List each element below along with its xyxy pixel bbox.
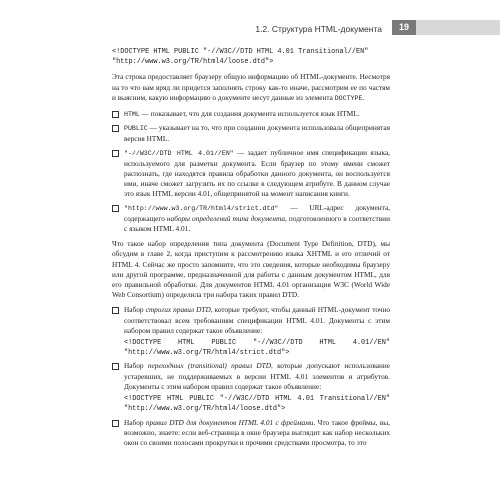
code-doctype-loose: <!DOCTYPE HTML PUBLIC "-//W3C//DTD HTML 4.01 Transitional//EN" "http://www.w3.org/TR/html4/loose.dtd"> — [112, 48, 369, 67]
list-item: Набор правил DTD для документов HTML 4.01 с фреймами. Что такое фреймы, вы, возможно, знаете: если веб-страница в окне браузера выглядит как набор нескольких окон со своими полосами прокрутки и прочими средствами просмотра, то это — [112, 418, 390, 449]
inline-code: HTML — [124, 111, 140, 119]
list-item: "http://www.w3.org/TR/html4/strict.dtd" — URL-адрес документа, содержащего наборы определений типа документа, подготовленного в соответствии с языком HTML 4.01. — [112, 203, 390, 235]
section-title: 1.2. Структура HTML-документа — [255, 24, 382, 34]
checkbox-bullet-icon — [112, 420, 119, 427]
header-stripe — [416, 20, 500, 35]
checkbox-bullet-icon — [112, 205, 119, 212]
code-doctype-transitional: <!DOCTYPE HTML PUBLIC "-//W3C//DTD HTML 4.01 Transitional//EN" "http://www.w3.org/TR/html4/loose.dtd"> — [124, 395, 390, 414]
doctype-parts-list — [112, 109, 390, 234]
paragraph-dtd: Что такое набор определения типа документа (Document Type Definition, DTD), мы обсудим в главе 2, когда приступим к рассмотрению языка XHTML и его отличий от HTML 4. Сейчас же просто запомните, что это сведения, которые необходимы браузеру или другой программе, предназначенной для работы с данным документом HTML, для его правильной обработки. Для документов HTML 4.01 организация W3C (World Wide Web Consortium) определила три набора таких правил DTD. — [112, 239, 390, 300]
checkbox-bullet-icon — [112, 307, 119, 314]
page-header — [0, 0, 500, 34]
inline-code: "-//W3C//DTD HTML 4.01//EN" — [124, 149, 234, 157]
dtd-sets-list — [112, 305, 390, 448]
checkbox-bullet-icon — [112, 363, 119, 370]
page-body — [112, 47, 390, 453]
inline-code: PUBLIC — [124, 125, 148, 133]
code-doctype-strict: <!DOCTYPE HTML PUBLIC "-//W3C//DTD HTML 4.01//EN" "http://www.w3.org/TR/html4/strict.dtd"> — [124, 339, 390, 358]
list-item: "-//W3C//DTD HTML 4.01//EN" — задает публичное имя спецификации языка, используемого для разметки документа. Если браузер по этому имени сможет распознать, где находятся правила обработки данного документа, он воспользуется ими, иначе сможет загрузить их по ссылке в следующем атрибуте. В данном случае это язык HTML версии 4.01, общепринятой на момент написания книги. — [112, 148, 390, 200]
checkbox-bullet-icon — [112, 125, 119, 132]
inline-code: "http://www.w3.org/TR/html4/strict.dtd" — [124, 204, 279, 212]
page-number: 19 — [392, 20, 416, 35]
checkbox-bullet-icon — [112, 150, 119, 157]
list-item: PUBLIC — указывает на то, что при создании документа использовала общепринятая версия HTML. — [112, 123, 390, 144]
list-item: Набор переходных (transitional) правил DTD, которые допускают использование устаревших, не поддерживаемых в версии HTML 4.01 элементов и атрибутов. Документы с этим набором правил содержат такое объявление: <!DOCTYPE HTML PUBLIC "-//W3C//DTD HTML 4.01 Transitional//EN" "http://www.w3.org/TR/html4/loose.dtd"> — [112, 361, 390, 414]
list-item: Набор строгих правил DTD, которые требуют, чтобы данный HTML-документ точно соответствовал всем требованиям спецификации HTML 4.01. Документы с этим набором правил содержат такое объявление: <!DOCTYPE HTML PUBLIC "-//W3C//DTD HTML 4.01//EN" "http://www.w3.org/TR/html4/strict.dtd"> — [112, 305, 390, 358]
list-item: HTML — показывает, что для создания документа используется язык HTML. — [112, 109, 390, 120]
inline-code: DOCTYPE — [334, 94, 363, 102]
paragraph-intro: Эта строка предоставляет браузеру общую информацию об HTML-документе. Несмотря на то что вам вряд ли придется заполнять строку как-то иначе, рассмотрим ее по частям и выясним, какую информацию о документе несут данные из элемента DOCTYPE. — [112, 72, 390, 102]
checkbox-bullet-icon — [112, 111, 119, 118]
